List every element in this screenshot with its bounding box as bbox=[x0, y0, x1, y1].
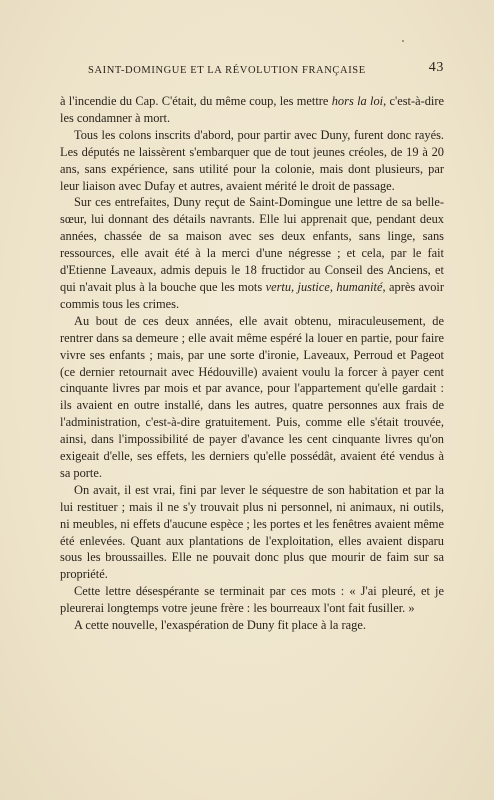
running-title: SAINT-DOMINGUE ET LA RÉVOLUTION FRANÇAISE bbox=[88, 65, 366, 76]
text-run: Au bout de ces deux années, elle avait obtenu, miraculeusement, de rentrer dans sa demeure ; elle avait même espéré la louer en partie, pour faire vivre ses enfants ; mais, par une sorte d'ironie, Laveaux, Perroud et Pageot (ce dernier retournait avec Hédouville) avaient voulu la forcer à payer cent cinquante livres par mois et par avance, pour l'appartement qu'elle gardait : ils avaient en outre installé, dans les autres, quatre personnes aux frais de l'administration, c'est-à-dire gratuitement. Puis, comme elle s'était trouvée, ainsi, dans l'impossibilité de payer d'avance les cent cinquante livres qu'on exigeait d'elle, ses effets, les derniers qu'elle possédât, avaient été vendus à sa porte. bbox=[60, 313, 444, 480]
italic-text: vertu, justice, humanité bbox=[265, 279, 383, 294]
page-number: 43 bbox=[428, 60, 444, 75]
text-run: à l'incendie du Cap. C'était, du même coup, les mettre bbox=[60, 94, 332, 108]
paragraph bbox=[60, 313, 444, 482]
text-run: A cette nouvelle, l'exaspération de Duny fit place à la rage. bbox=[74, 618, 366, 633]
body-text bbox=[60, 93, 444, 634]
paragraph bbox=[60, 127, 444, 195]
paragraph bbox=[60, 93, 444, 127]
paragraph bbox=[60, 617, 444, 634]
text-run: Cette lettre désespérante se terminait par ces mots : « J'ai pleuré, et je pleurerai longtemps votre jeune frère : les bourreaux l'ont fait fusiller. » bbox=[60, 584, 444, 616]
paragraph bbox=[60, 583, 444, 617]
text-run: Tous les colons inscrits d'abord, pour partir avec Duny, furent donc rayés. Les députés ne laissèrent s'embarquer que de tout jeunes créoles, de 19 à 20 ans, sans expérience, sans utilité pour la colonie, mais dont plusieurs, par leur liaison avec Dufay et autres, avaient mérité le droit de passage. bbox=[60, 127, 444, 193]
text-run: Sur ces entrefaites, Duny reçut de Saint-Domingue une lettre de sa belle-sœur, lui donnant des détails navrants. Elle lui apprenait que, pendant deux années, chassée de sa maison avec ses deux enfants, sans linge, sans ressources, elle avait été à la merci d'une négresse ; et cela, par le fait d'Etienne Laveaux, admis depuis le 18 fructidor au Conseil des Anciens, et qui n'avait plus à la bouche que les mots bbox=[60, 195, 444, 294]
paper-speck bbox=[402, 40, 404, 42]
running-header bbox=[60, 60, 444, 80]
text-run: , après avoir commis tous les crimes. bbox=[60, 279, 444, 311]
text-run: , c'est-à-dire les condamner à mort. bbox=[60, 94, 444, 125]
italic-text: hors la loi bbox=[331, 94, 384, 108]
text-run: On avait, il est vrai, fini par lever le séquestre de son habitation et par la lui restituer ; mais il ne s'y trouvait plus ni personnel, ni animaux, ni outils, ni meubles, ni effets d'aucune espèce ; les portes et les fenêtres avaient même été enlevées. Quant aux plantations de l'exploitation, elles avaient disparu sous les broussailles. Elle ne pouvait donc plus que mourir de faim sur sa propriété. bbox=[60, 482, 444, 582]
paragraph bbox=[60, 482, 444, 583]
paragraph bbox=[60, 194, 444, 312]
